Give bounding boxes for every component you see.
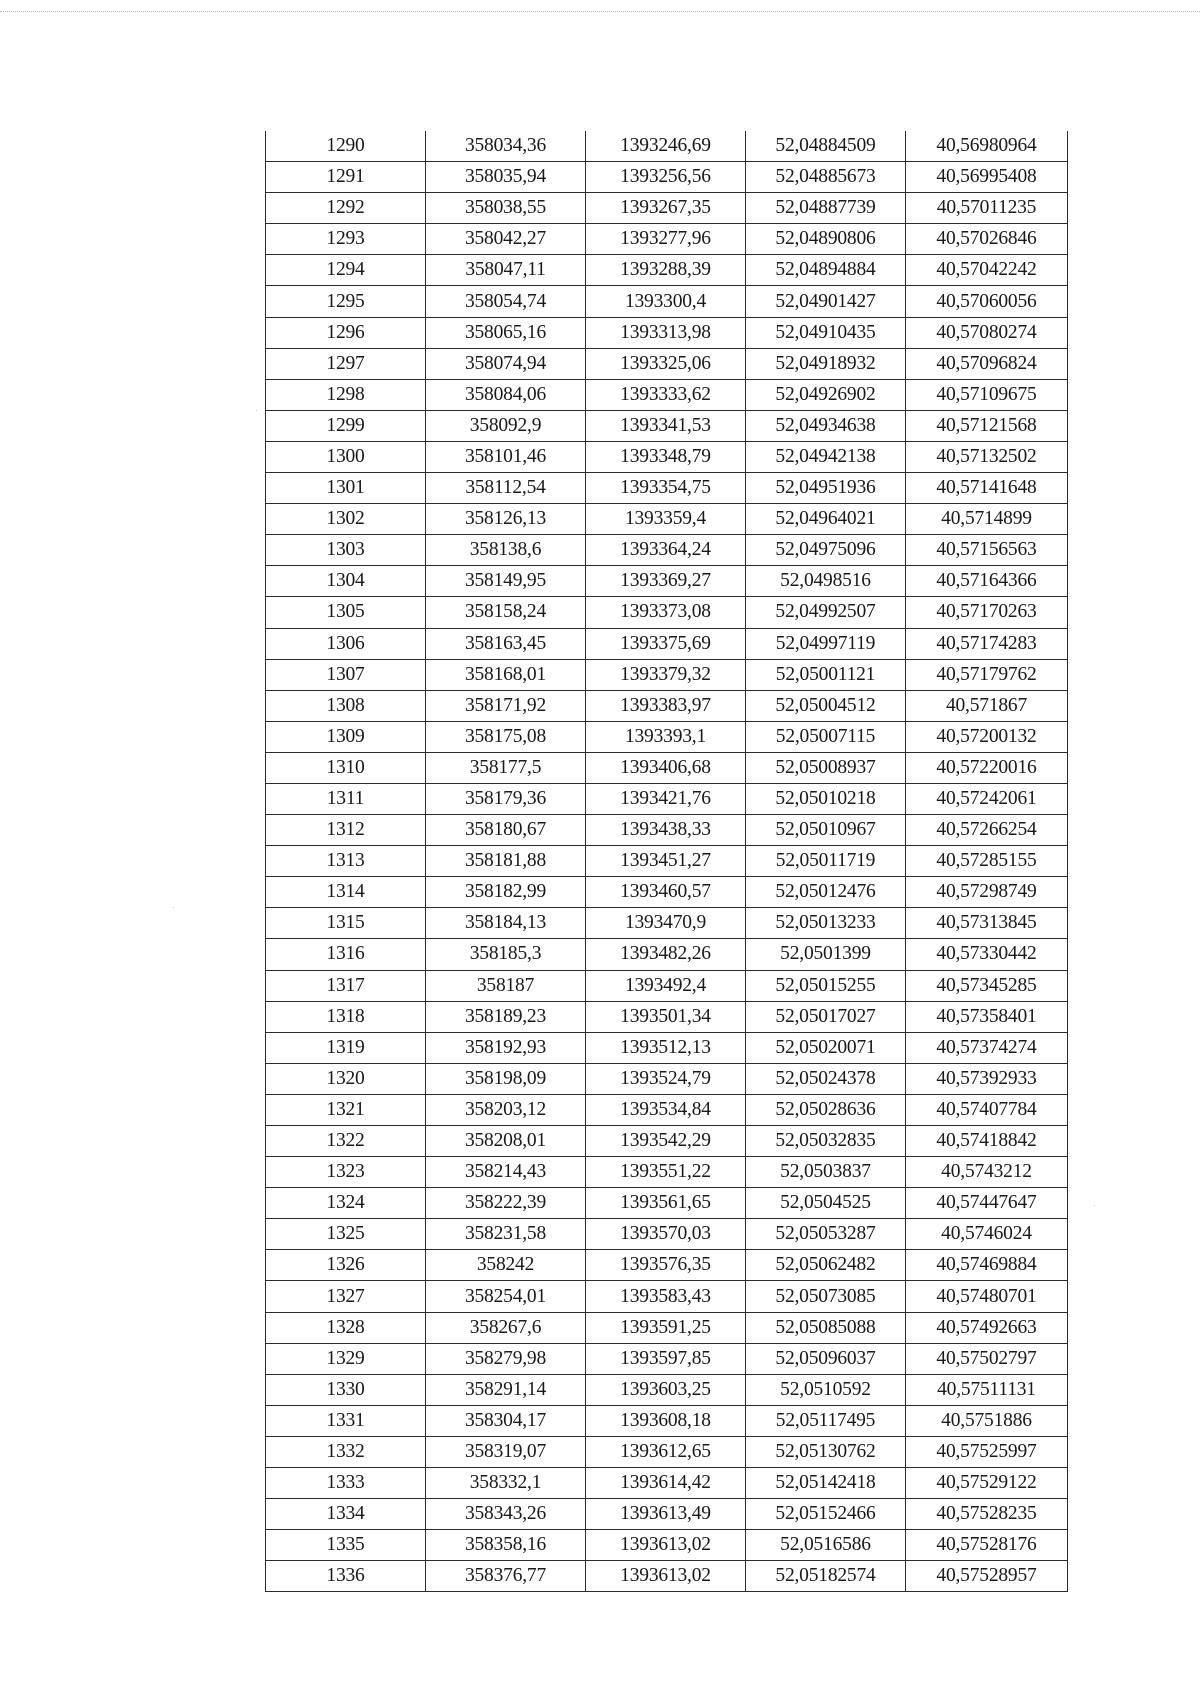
y-coordinate-cell: 1393561,65 [586, 1188, 746, 1219]
point-number-cell: 1332 [266, 1436, 426, 1467]
latitude-cell: 52,05028636 [746, 1094, 906, 1125]
scan-speck [1094, 1205, 1095, 1206]
latitude-cell: 52,0501399 [746, 939, 906, 970]
y-coordinate-cell: 1393608,18 [586, 1405, 746, 1436]
longitude-cell: 40,57174283 [906, 628, 1068, 659]
longitude-cell: 40,57525997 [906, 1436, 1068, 1467]
point-number-cell: 1320 [266, 1063, 426, 1094]
point-number-cell: 1302 [266, 504, 426, 535]
longitude-cell: 40,57026846 [906, 224, 1068, 255]
x-coordinate-cell: 358185,3 [426, 939, 586, 970]
y-coordinate-cell: 1393375,69 [586, 628, 746, 659]
table-row [266, 752, 1068, 783]
longitude-cell: 40,571867 [906, 690, 1068, 721]
table-row [266, 348, 1068, 379]
latitude-cell: 52,04884509 [746, 131, 906, 162]
y-coordinate-cell: 1393542,29 [586, 1126, 746, 1157]
x-coordinate-cell: 358168,01 [426, 659, 586, 690]
latitude-cell: 52,05073085 [746, 1281, 906, 1312]
table-row [266, 659, 1068, 690]
x-coordinate-cell: 358101,46 [426, 441, 586, 472]
table-row [266, 224, 1068, 255]
y-coordinate-cell: 1393364,24 [586, 535, 746, 566]
point-number-cell: 1322 [266, 1126, 426, 1157]
y-coordinate-cell: 1393277,96 [586, 224, 746, 255]
y-coordinate-cell: 1393379,32 [586, 659, 746, 690]
latitude-cell: 52,05013233 [746, 908, 906, 939]
longitude-cell: 40,57313845 [906, 908, 1068, 939]
y-coordinate-cell: 1393603,25 [586, 1374, 746, 1405]
x-coordinate-cell: 358126,13 [426, 504, 586, 535]
x-coordinate-cell: 358149,95 [426, 566, 586, 597]
longitude-cell: 40,57528235 [906, 1499, 1068, 1530]
longitude-cell: 40,57392933 [906, 1063, 1068, 1094]
latitude-cell: 52,05007115 [746, 721, 906, 752]
y-coordinate-cell: 1393524,79 [586, 1063, 746, 1094]
table-row [266, 1374, 1068, 1405]
point-number-cell: 1293 [266, 224, 426, 255]
table-row [266, 1063, 1068, 1094]
scan-top-rule [0, 11, 1200, 12]
point-number-cell: 1336 [266, 1561, 426, 1592]
table-row [266, 1530, 1068, 1561]
longitude-cell: 40,57492663 [906, 1312, 1068, 1343]
latitude-cell: 52,05182574 [746, 1561, 906, 1592]
y-coordinate-cell: 1393333,62 [586, 379, 746, 410]
x-coordinate-cell: 358254,01 [426, 1281, 586, 1312]
point-number-cell: 1304 [266, 566, 426, 597]
longitude-cell: 40,5743212 [906, 1157, 1068, 1188]
coordinates-table [265, 131, 1068, 1592]
point-number-cell: 1309 [266, 721, 426, 752]
y-coordinate-cell: 1393359,4 [586, 504, 746, 535]
x-coordinate-cell: 358182,99 [426, 877, 586, 908]
point-number-cell: 1331 [266, 1405, 426, 1436]
point-number-cell: 1291 [266, 162, 426, 193]
y-coordinate-cell: 1393613,49 [586, 1499, 746, 1530]
x-coordinate-cell: 358332,1 [426, 1468, 586, 1499]
y-coordinate-cell: 1393512,13 [586, 1032, 746, 1063]
point-number-cell: 1303 [266, 535, 426, 566]
latitude-cell: 52,04885673 [746, 162, 906, 193]
longitude-cell: 40,57132502 [906, 441, 1068, 472]
x-coordinate-cell: 358074,94 [426, 348, 586, 379]
y-coordinate-cell: 1393256,56 [586, 162, 746, 193]
x-coordinate-cell: 358242 [426, 1250, 586, 1281]
x-coordinate-cell: 358181,88 [426, 846, 586, 877]
y-coordinate-cell: 1393534,84 [586, 1094, 746, 1125]
latitude-cell: 52,05017027 [746, 1001, 906, 1032]
y-coordinate-cell: 1393348,79 [586, 441, 746, 472]
table-row [266, 939, 1068, 970]
latitude-cell: 52,04926902 [746, 379, 906, 410]
longitude-cell: 40,57109675 [906, 379, 1068, 410]
latitude-cell: 52,05010218 [746, 783, 906, 814]
point-number-cell: 1326 [266, 1250, 426, 1281]
table-row [266, 1312, 1068, 1343]
x-coordinate-cell: 358192,93 [426, 1032, 586, 1063]
y-coordinate-cell: 1393325,06 [586, 348, 746, 379]
x-coordinate-cell: 358065,16 [426, 317, 586, 348]
latitude-cell: 52,05024378 [746, 1063, 906, 1094]
longitude-cell: 40,57528176 [906, 1530, 1068, 1561]
x-coordinate-cell: 358319,07 [426, 1436, 586, 1467]
latitude-cell: 52,05020071 [746, 1032, 906, 1063]
point-number-cell: 1319 [266, 1032, 426, 1063]
x-coordinate-cell: 358042,27 [426, 224, 586, 255]
y-coordinate-cell: 1393613,02 [586, 1561, 746, 1592]
longitude-cell: 40,57502797 [906, 1343, 1068, 1374]
longitude-cell: 40,57298749 [906, 877, 1068, 908]
x-coordinate-cell: 358163,45 [426, 628, 586, 659]
y-coordinate-cell: 1393470,9 [586, 908, 746, 939]
table-row [266, 473, 1068, 504]
y-coordinate-cell: 1393438,33 [586, 815, 746, 846]
latitude-cell: 52,05096037 [746, 1343, 906, 1374]
y-coordinate-cell: 1393613,02 [586, 1530, 746, 1561]
table-row [266, 1219, 1068, 1250]
x-coordinate-cell: 358343,26 [426, 1499, 586, 1530]
table-row [266, 162, 1068, 193]
x-coordinate-cell: 358198,09 [426, 1063, 586, 1094]
y-coordinate-cell: 1393614,42 [586, 1468, 746, 1499]
x-coordinate-cell: 358222,39 [426, 1188, 586, 1219]
table-row [266, 1561, 1068, 1592]
table-row [266, 379, 1068, 410]
table-row [266, 1468, 1068, 1499]
point-number-cell: 1297 [266, 348, 426, 379]
x-coordinate-cell: 358358,16 [426, 1530, 586, 1561]
scan-speck [173, 907, 174, 908]
latitude-cell: 52,04964021 [746, 504, 906, 535]
y-coordinate-cell: 1393612,65 [586, 1436, 746, 1467]
longitude-cell: 40,57285155 [906, 846, 1068, 877]
longitude-cell: 40,57200132 [906, 721, 1068, 752]
table-row [266, 131, 1068, 162]
latitude-cell: 52,04942138 [746, 441, 906, 472]
x-coordinate-cell: 358214,43 [426, 1157, 586, 1188]
point-number-cell: 1330 [266, 1374, 426, 1405]
table-row [266, 1126, 1068, 1157]
point-number-cell: 1329 [266, 1343, 426, 1374]
point-number-cell: 1334 [266, 1499, 426, 1530]
latitude-cell: 52,0516586 [746, 1530, 906, 1561]
point-number-cell: 1324 [266, 1188, 426, 1219]
point-number-cell: 1325 [266, 1219, 426, 1250]
x-coordinate-cell: 358171,92 [426, 690, 586, 721]
y-coordinate-cell: 1393341,53 [586, 410, 746, 441]
latitude-cell: 52,04997119 [746, 628, 906, 659]
point-number-cell: 1316 [266, 939, 426, 970]
x-coordinate-cell: 358291,14 [426, 1374, 586, 1405]
latitude-cell: 52,05152466 [746, 1499, 906, 1530]
table-row [266, 255, 1068, 286]
y-coordinate-cell: 1393300,4 [586, 286, 746, 317]
x-coordinate-cell: 358184,13 [426, 908, 586, 939]
y-coordinate-cell: 1393583,43 [586, 1281, 746, 1312]
latitude-cell: 52,05015255 [746, 970, 906, 1001]
y-coordinate-cell: 1393369,27 [586, 566, 746, 597]
longitude-cell: 40,5746024 [906, 1219, 1068, 1250]
latitude-cell: 52,04975096 [746, 535, 906, 566]
latitude-cell: 52,04992507 [746, 597, 906, 628]
longitude-cell: 40,57242061 [906, 783, 1068, 814]
table-row [266, 535, 1068, 566]
y-coordinate-cell: 1393492,4 [586, 970, 746, 1001]
x-coordinate-cell: 358203,12 [426, 1094, 586, 1125]
point-number-cell: 1313 [266, 846, 426, 877]
point-number-cell: 1301 [266, 473, 426, 504]
y-coordinate-cell: 1393288,39 [586, 255, 746, 286]
longitude-cell: 40,57330442 [906, 939, 1068, 970]
longitude-cell: 40,57164366 [906, 566, 1068, 597]
longitude-cell: 40,57080274 [906, 317, 1068, 348]
y-coordinate-cell: 1393313,98 [586, 317, 746, 348]
y-coordinate-cell: 1393570,03 [586, 1219, 746, 1250]
table-row [266, 783, 1068, 814]
y-coordinate-cell: 1393597,85 [586, 1343, 746, 1374]
longitude-cell: 40,57042242 [906, 255, 1068, 286]
table-row [266, 1343, 1068, 1374]
point-number-cell: 1296 [266, 317, 426, 348]
x-coordinate-cell: 358054,74 [426, 286, 586, 317]
table-row [266, 628, 1068, 659]
table-row [266, 1250, 1068, 1281]
latitude-cell: 52,04934638 [746, 410, 906, 441]
x-coordinate-cell: 358084,06 [426, 379, 586, 410]
table-row [266, 286, 1068, 317]
table-row [266, 597, 1068, 628]
point-number-cell: 1295 [266, 286, 426, 317]
table-row [266, 846, 1068, 877]
table-row [266, 970, 1068, 1001]
y-coordinate-cell: 1393354,75 [586, 473, 746, 504]
latitude-cell: 52,05117495 [746, 1405, 906, 1436]
y-coordinate-cell: 1393393,1 [586, 721, 746, 752]
x-coordinate-cell: 358035,94 [426, 162, 586, 193]
x-coordinate-cell: 358279,98 [426, 1343, 586, 1374]
point-number-cell: 1318 [266, 1001, 426, 1032]
x-coordinate-cell: 358376,77 [426, 1561, 586, 1592]
y-coordinate-cell: 1393421,76 [586, 783, 746, 814]
x-coordinate-cell: 358179,36 [426, 783, 586, 814]
latitude-cell: 52,05032835 [746, 1126, 906, 1157]
longitude-cell: 40,57141648 [906, 473, 1068, 504]
y-coordinate-cell: 1393406,68 [586, 752, 746, 783]
table-row [266, 1094, 1068, 1125]
latitude-cell: 52,04887739 [746, 193, 906, 224]
x-coordinate-cell: 358180,67 [426, 815, 586, 846]
y-coordinate-cell: 1393460,57 [586, 877, 746, 908]
table-row [266, 317, 1068, 348]
point-number-cell: 1290 [266, 131, 426, 162]
table-row [266, 1281, 1068, 1312]
point-number-cell: 1314 [266, 877, 426, 908]
table-row [266, 1499, 1068, 1530]
longitude-cell: 40,5714899 [906, 504, 1068, 535]
x-coordinate-cell: 358189,23 [426, 1001, 586, 1032]
y-coordinate-cell: 1393591,25 [586, 1312, 746, 1343]
coordinates-table-body [266, 131, 1068, 1592]
longitude-cell: 40,57121568 [906, 410, 1068, 441]
table-row [266, 410, 1068, 441]
latitude-cell: 52,04901427 [746, 286, 906, 317]
latitude-cell: 52,05053287 [746, 1219, 906, 1250]
table-row [266, 566, 1068, 597]
x-coordinate-cell: 358208,01 [426, 1126, 586, 1157]
scan-speck [256, 410, 257, 411]
point-number-cell: 1328 [266, 1312, 426, 1343]
longitude-cell: 40,5751886 [906, 1405, 1068, 1436]
x-coordinate-cell: 358158,24 [426, 597, 586, 628]
longitude-cell: 40,57156563 [906, 535, 1068, 566]
table-row [266, 815, 1068, 846]
y-coordinate-cell: 1393576,35 [586, 1250, 746, 1281]
latitude-cell: 52,05001121 [746, 659, 906, 690]
longitude-cell: 40,57511131 [906, 1374, 1068, 1405]
y-coordinate-cell: 1393246,69 [586, 131, 746, 162]
x-coordinate-cell: 358187 [426, 970, 586, 1001]
table-row [266, 1032, 1068, 1063]
y-coordinate-cell: 1393482,26 [586, 939, 746, 970]
longitude-cell: 40,56980964 [906, 131, 1068, 162]
latitude-cell: 52,05012476 [746, 877, 906, 908]
x-coordinate-cell: 358112,54 [426, 473, 586, 504]
latitude-cell: 52,05062482 [746, 1250, 906, 1281]
x-coordinate-cell: 358231,58 [426, 1219, 586, 1250]
latitude-cell: 52,04890806 [746, 224, 906, 255]
table-row [266, 441, 1068, 472]
y-coordinate-cell: 1393373,08 [586, 597, 746, 628]
table-row [266, 1001, 1068, 1032]
latitude-cell: 52,04894884 [746, 255, 906, 286]
latitude-cell: 52,05130762 [746, 1436, 906, 1467]
x-coordinate-cell: 358304,17 [426, 1405, 586, 1436]
longitude-cell: 40,57469884 [906, 1250, 1068, 1281]
point-number-cell: 1310 [266, 752, 426, 783]
x-coordinate-cell: 358175,08 [426, 721, 586, 752]
latitude-cell: 52,0504525 [746, 1188, 906, 1219]
point-number-cell: 1333 [266, 1468, 426, 1499]
x-coordinate-cell: 358038,55 [426, 193, 586, 224]
table-row [266, 690, 1068, 721]
x-coordinate-cell: 358267,6 [426, 1312, 586, 1343]
longitude-cell: 40,57447647 [906, 1188, 1068, 1219]
point-number-cell: 1327 [266, 1281, 426, 1312]
latitude-cell: 52,04910435 [746, 317, 906, 348]
table-row [266, 908, 1068, 939]
latitude-cell: 52,0510592 [746, 1374, 906, 1405]
table-row [266, 721, 1068, 752]
table-row [266, 1405, 1068, 1436]
longitude-cell: 40,57358401 [906, 1001, 1068, 1032]
point-number-cell: 1315 [266, 908, 426, 939]
y-coordinate-cell: 1393501,34 [586, 1001, 746, 1032]
x-coordinate-cell: 358092,9 [426, 410, 586, 441]
latitude-cell: 52,05004512 [746, 690, 906, 721]
latitude-cell: 52,05010967 [746, 815, 906, 846]
y-coordinate-cell: 1393383,97 [586, 690, 746, 721]
longitude-cell: 40,57418842 [906, 1126, 1068, 1157]
latitude-cell: 52,0503837 [746, 1157, 906, 1188]
longitude-cell: 40,57011235 [906, 193, 1068, 224]
point-number-cell: 1298 [266, 379, 426, 410]
latitude-cell: 52,05011719 [746, 846, 906, 877]
x-coordinate-cell: 358047,11 [426, 255, 586, 286]
table-row [266, 1157, 1068, 1188]
longitude-cell: 40,57060056 [906, 286, 1068, 317]
longitude-cell: 40,56995408 [906, 162, 1068, 193]
x-coordinate-cell: 358177,5 [426, 752, 586, 783]
x-coordinate-cell: 358138,6 [426, 535, 586, 566]
y-coordinate-cell: 1393267,35 [586, 193, 746, 224]
longitude-cell: 40,57528957 [906, 1561, 1068, 1592]
table-row [266, 1188, 1068, 1219]
x-coordinate-cell: 358034,36 [426, 131, 586, 162]
point-number-cell: 1311 [266, 783, 426, 814]
point-number-cell: 1323 [266, 1157, 426, 1188]
point-number-cell: 1307 [266, 659, 426, 690]
longitude-cell: 40,57266254 [906, 815, 1068, 846]
latitude-cell: 52,05008937 [746, 752, 906, 783]
latitude-cell: 52,04951936 [746, 473, 906, 504]
latitude-cell: 52,0498516 [746, 566, 906, 597]
longitude-cell: 40,57170263 [906, 597, 1068, 628]
point-number-cell: 1305 [266, 597, 426, 628]
point-number-cell: 1321 [266, 1094, 426, 1125]
point-number-cell: 1306 [266, 628, 426, 659]
table-row [266, 877, 1068, 908]
longitude-cell: 40,57480701 [906, 1281, 1068, 1312]
y-coordinate-cell: 1393551,22 [586, 1157, 746, 1188]
longitude-cell: 40,57345285 [906, 970, 1068, 1001]
point-number-cell: 1299 [266, 410, 426, 441]
table-row [266, 504, 1068, 535]
longitude-cell: 40,57220016 [906, 752, 1068, 783]
point-number-cell: 1335 [266, 1530, 426, 1561]
y-coordinate-cell: 1393451,27 [586, 846, 746, 877]
point-number-cell: 1312 [266, 815, 426, 846]
longitude-cell: 40,57179762 [906, 659, 1068, 690]
latitude-cell: 52,05142418 [746, 1468, 906, 1499]
latitude-cell: 52,04918932 [746, 348, 906, 379]
table-row [266, 1436, 1068, 1467]
point-number-cell: 1300 [266, 441, 426, 472]
table-row [266, 193, 1068, 224]
point-number-cell: 1294 [266, 255, 426, 286]
point-number-cell: 1317 [266, 970, 426, 1001]
longitude-cell: 40,57407784 [906, 1094, 1068, 1125]
point-number-cell: 1308 [266, 690, 426, 721]
longitude-cell: 40,57096824 [906, 348, 1068, 379]
longitude-cell: 40,57529122 [906, 1468, 1068, 1499]
longitude-cell: 40,57374274 [906, 1032, 1068, 1063]
latitude-cell: 52,05085088 [746, 1312, 906, 1343]
point-number-cell: 1292 [266, 193, 426, 224]
